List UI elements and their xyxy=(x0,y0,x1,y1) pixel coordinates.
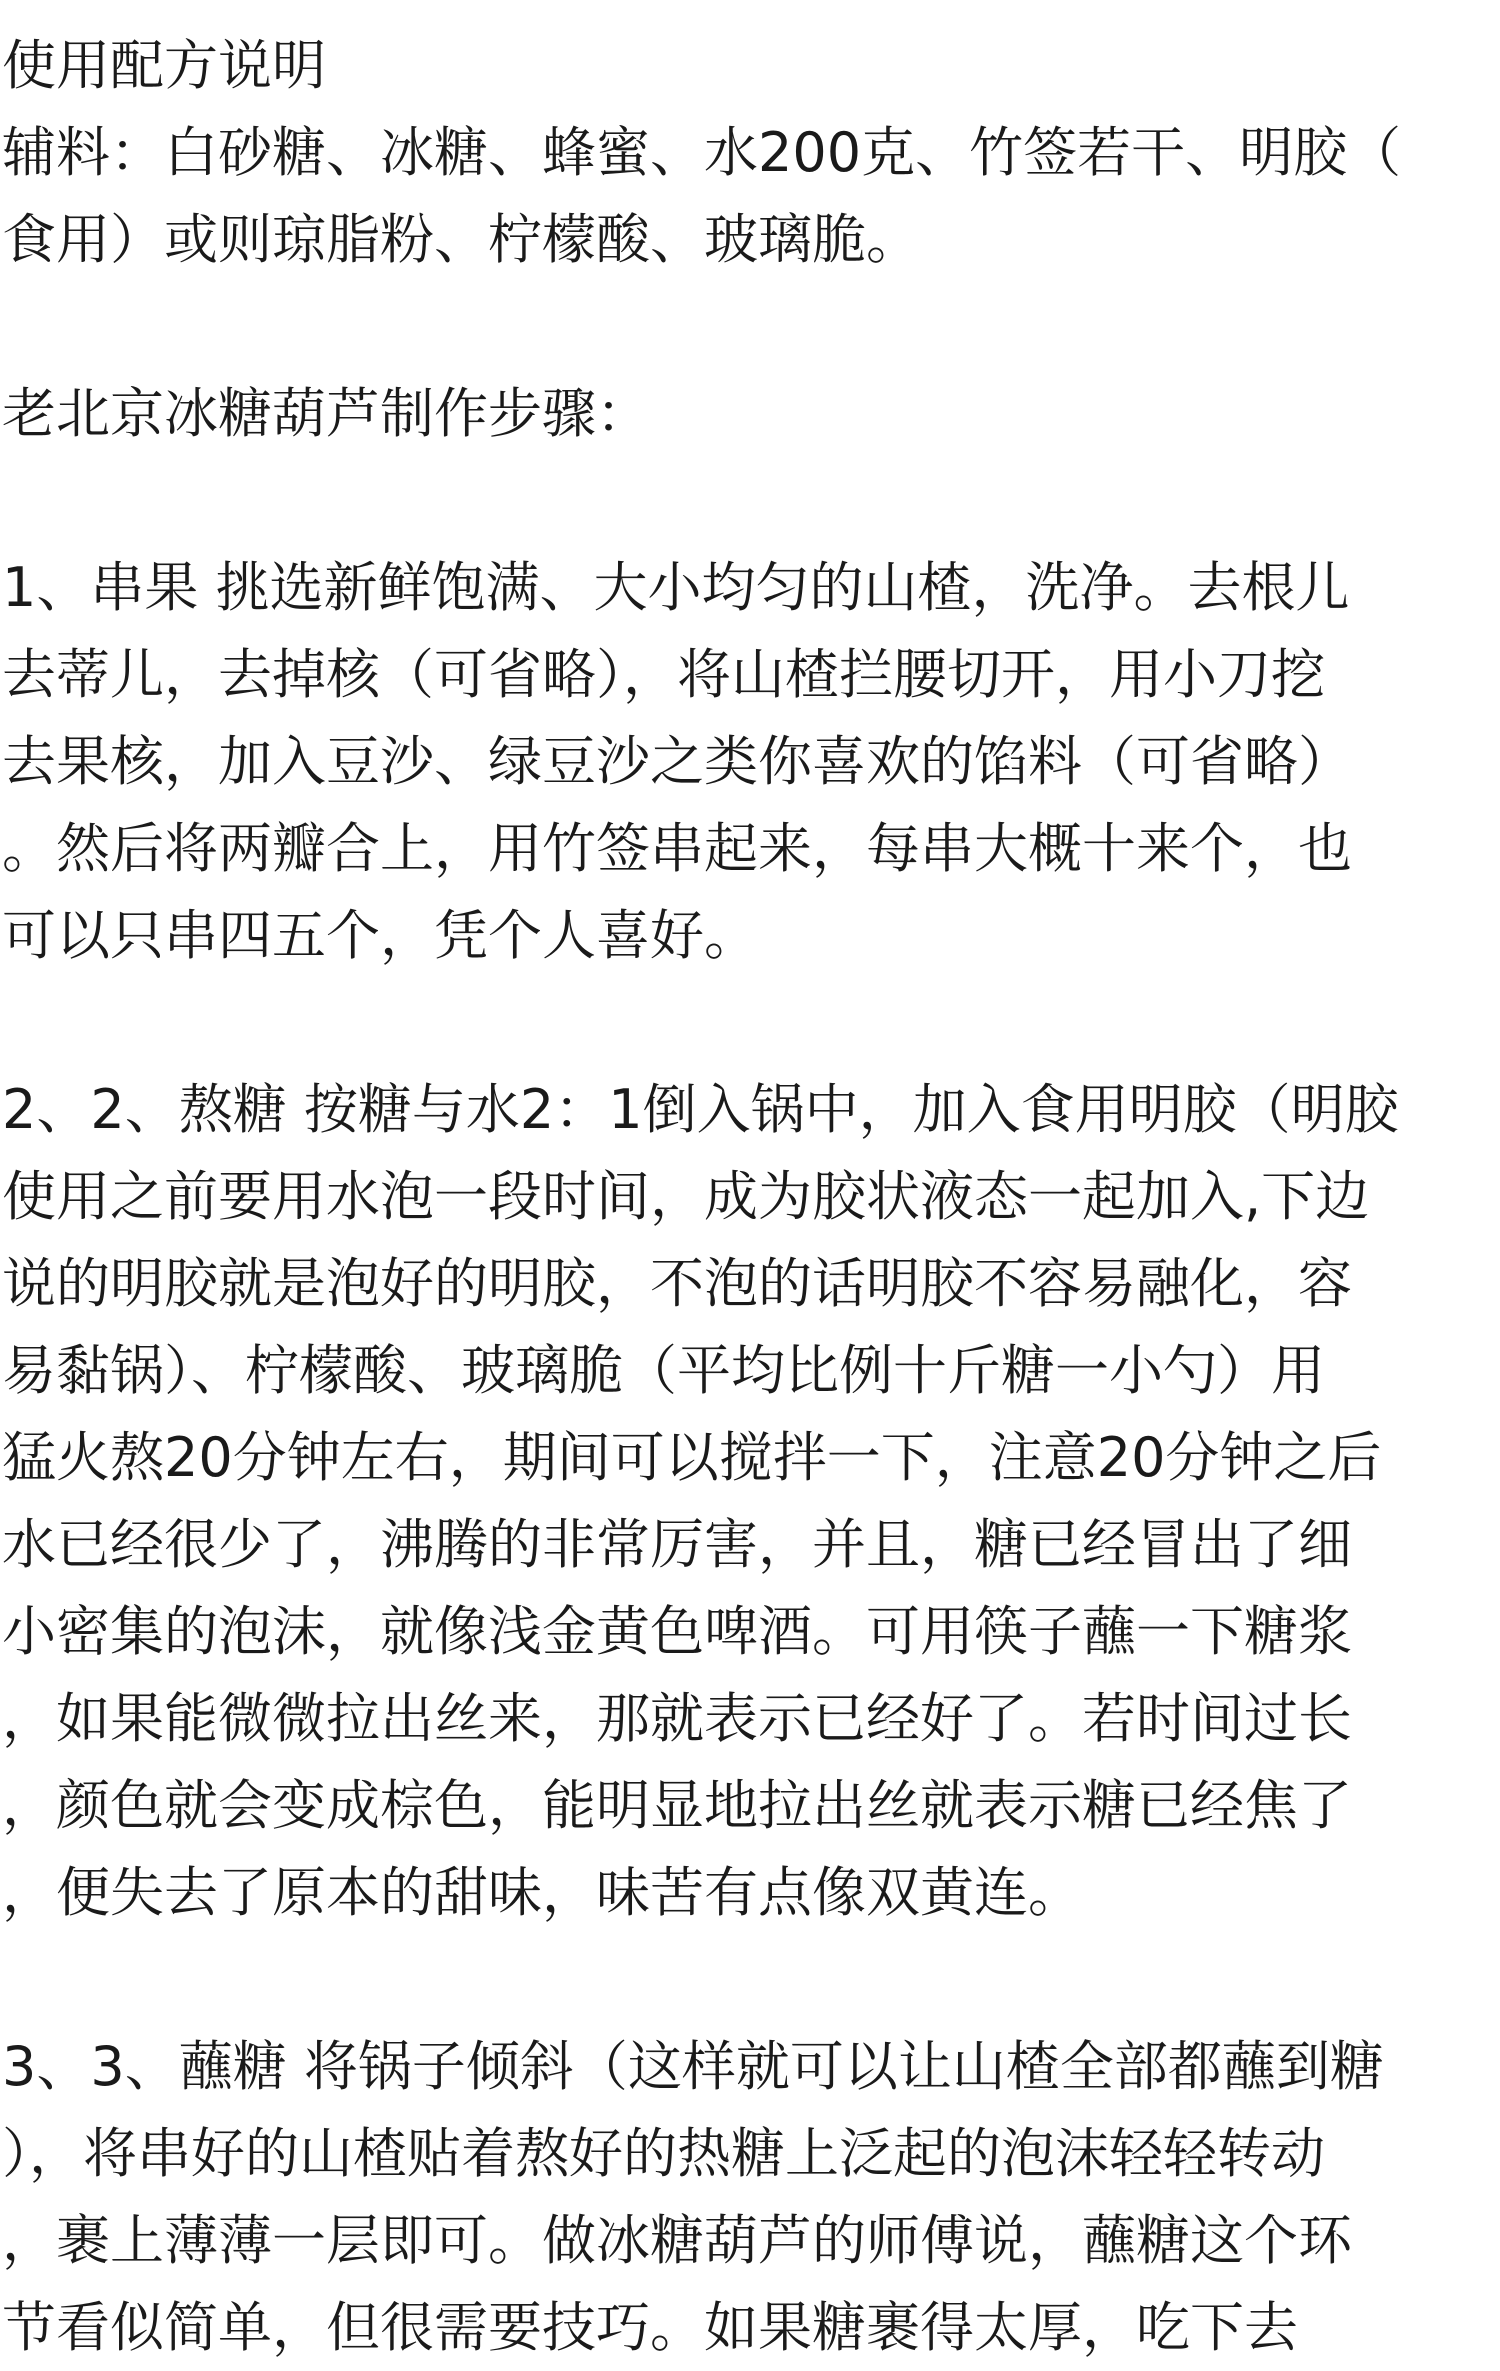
ingredients-line-1: 辅料：白砂糖、冰糖、蜂蜜、水200克、竹签若干、明胶（ xyxy=(2,121,1402,184)
step2-line-4: 易黏锅）、柠檬酸、玻璃脆（平均比例十斤糖一小勺）用 xyxy=(2,1339,1325,1402)
step2-line-2: 使用之前要用水泡一段时间，成为胶状液态一起加入,下边 xyxy=(2,1165,1370,1228)
doc-title: 使用配方说明 xyxy=(2,34,326,97)
step1-line-5: 可以只串四五个，凭个人喜好。 xyxy=(2,904,758,967)
step3-line-3: ，裹上薄薄一层即可。做冰糖葫芦的师傅说，蘸糖这个环 xyxy=(2,2209,1352,2272)
step1-line-2: 去蒂儿，去掉核（可省略），将山楂拦腰切开，用小刀挖 xyxy=(2,643,1325,706)
step1-line-3: 去果核，加入豆沙、绿豆沙之类你喜欢的馅料（可省略） xyxy=(2,730,1352,793)
steps-heading: 老北京冰糖葫芦制作步骤： xyxy=(2,382,650,445)
ingredients-line-2: 食用）或则琼脂粉、柠檬酸、玻璃脆。 xyxy=(2,208,920,271)
step2-line-3: 说的明胶就是泡好的明胶，不泡的话明胶不容易融化，容 xyxy=(2,1252,1352,1315)
step3-line-1: 3、3、蘸糖 将锅子倾斜（这样就可以让山楂全部都蘸到糖 xyxy=(2,2035,1384,2098)
step1-line-1: 1、串果 挑选新鲜饱满、大小均匀的山楂，洗净。去根儿 xyxy=(2,556,1350,619)
step2-line-5: 猛火熬20分钟左右，期间可以搅拌一下，注意20分钟之后 xyxy=(2,1426,1382,1489)
step2-line-6: 水已经很少了，沸腾的非常厉害，并且，糖已经冒出了细 xyxy=(2,1513,1352,1576)
step2-line-9: ，颜色就会变成棕色，能明显地拉出丝就表示糖已经焦了 xyxy=(2,1774,1352,1837)
step2-line-1: 2、2、熬糖 按糖与水2：1倒入锅中，加入食用明胶（明胶 xyxy=(2,1078,1399,1141)
paragraph-spacer xyxy=(0,979,1500,1066)
paragraph-spacer xyxy=(0,457,1500,544)
paragraph-spacer xyxy=(0,283,1500,370)
step2-line-7: 小密集的泡沫，就像浅金黄色啤酒。可用筷子蘸一下糖浆 xyxy=(2,1600,1352,1663)
step3-line-2: ），将串好的山楂贴着熬好的热糖上泛起的泡沫轻轻转动 xyxy=(2,2122,1325,2185)
paragraph-spacer xyxy=(0,1936,1500,2023)
step3-line-4: 节看似简单，但很需要技巧。如果糖裹得太厚，吃下去 xyxy=(2,2296,1298,2359)
step1-line-4: 。然后将两瓣合上，用竹签串起来，每串大概十来个，也 xyxy=(2,817,1352,880)
step2-line-10: ，便失去了原本的甜味，味苦有点像双黄连。 xyxy=(2,1861,1082,1924)
step2-line-8: ，如果能微微拉出丝来，那就表示已经好了。若时间过长 xyxy=(2,1687,1352,1750)
